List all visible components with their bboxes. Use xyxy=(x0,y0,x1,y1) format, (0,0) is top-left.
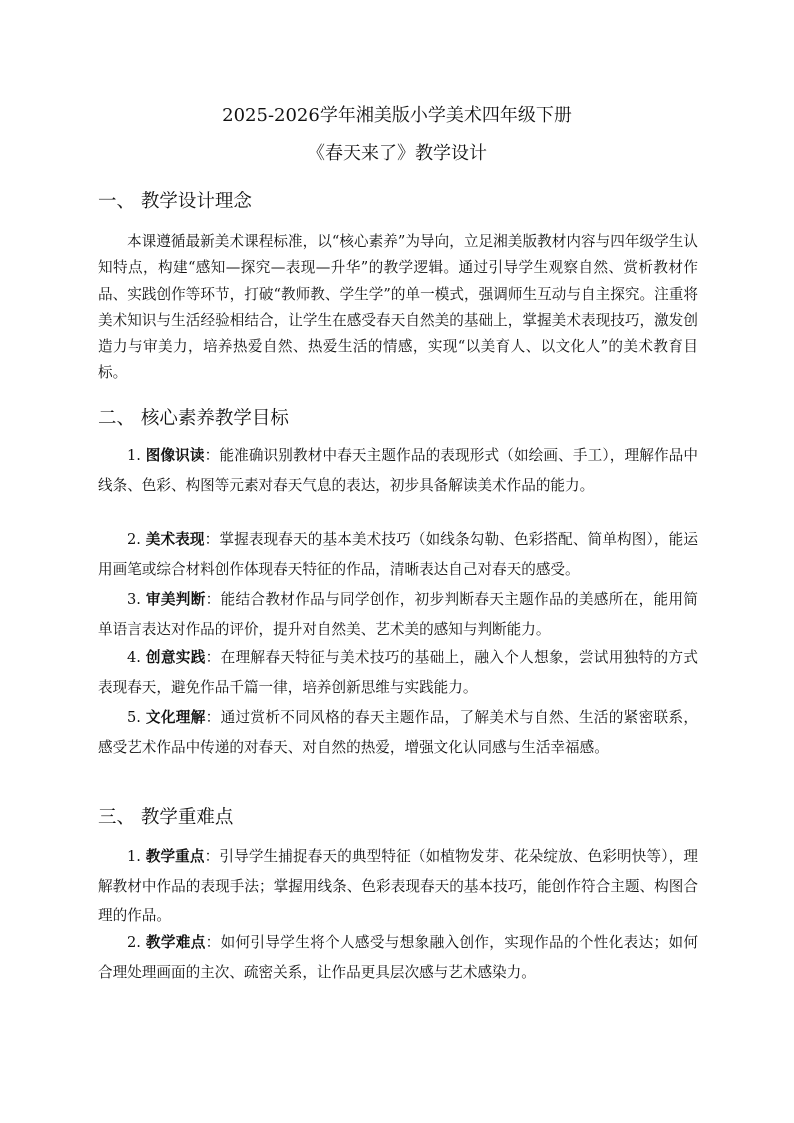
goal-item-label: 创意实践 xyxy=(145,649,206,666)
goal-item-label: 审美判断 xyxy=(145,591,206,608)
goal-item-creative-practice xyxy=(98,643,698,702)
goal-item-aesthetic-judgment xyxy=(98,585,698,644)
goal-item-number: 5. xyxy=(127,709,141,726)
goal-item-number: 1. xyxy=(127,447,141,464)
goal-item-label: 图像识读 xyxy=(145,447,205,464)
section-heading-design-philosophy: 一、 教学设计理念 xyxy=(98,191,252,212)
difficult-point-number: 2. xyxy=(127,934,141,951)
goal-item-text: ：在理解春天特征与美术技巧的基础上，融入个人想象，尝试用独特的方式表现春天，避免作品千篇一律，培养创新思维与实践能力。 xyxy=(98,649,698,696)
goal-item-number: 3. xyxy=(127,591,141,608)
teaching-key-point xyxy=(98,842,698,931)
difficult-point-label: 教学难点 xyxy=(145,934,206,951)
document-title-line-1: 2025-2026学年湘美版小学美术四年级下册 xyxy=(222,105,572,126)
goal-item-number: 4. xyxy=(127,649,141,666)
teaching-difficult-point xyxy=(98,928,698,987)
difficult-point-text: ：如何引导学生将个人感受与想象融入创作，实现作品的个性化表达；如何合理处理画面的主次、疏密关系，让作品更具层次感与艺术感染力。 xyxy=(98,934,698,981)
goal-item-art-expression xyxy=(98,525,698,584)
key-point-number: 1. xyxy=(127,848,141,865)
goal-item-label: 美术表现 xyxy=(145,531,205,548)
goal-item-text: ：能准确识别教材中春天主题作品的表现形式（如绘画、手工），理解作品中线条、色彩、构图等元素对春天气息的表达，初步具备解读美术作品的能力。 xyxy=(98,447,698,494)
document-title-line-2: 《春天来了》教学设计 xyxy=(307,143,487,164)
section-heading-core-literacy-goals: 二、 核心素养教学目标 xyxy=(98,408,289,429)
design-philosophy-paragraph: 本课遵循最新美术课程标准，以“核心素养”为导向，立足湘美版教材内容与四年级学生认知特点，构建“感知—探究—表现—升华”的教学逻辑。通过引导学生观察自然、赏析教材作品、实践创作等环节，打破“教师教、学生学”的单一模式，强调师生互动与自主探究。注重将美术知识与生活经验相结合，让学生在感受春天自然美的基础上，掌握美术表现技巧，激发创造力与审美力，培养热爱自然、热爱生活的情感，实现“以美育人、以文化人”的美术教育目标。 xyxy=(98,233,698,382)
goal-item-text: ：掌握表现春天的基本美术技巧（如线条勾勒、色彩搭配、简单构图），能运用画笔或综合材料创作体现春天特征的作品，清晰表达自己对春天的感受。 xyxy=(98,531,698,578)
goal-item-image-reading xyxy=(98,441,698,500)
goal-item-label: 文化理解 xyxy=(145,709,206,726)
goal-item-number: 2. xyxy=(127,531,141,548)
goal-item-text: ：通过赏析不同风格的春天主题作品，了解美术与自然、生活的紧密联系，感受艺术作品中传递的对春天、对自然的热爱，增强文化认同感与生活幸福感。 xyxy=(98,709,698,756)
goal-item-text: ：能结合教材作品与同学创作，初步判断春天主题作品的美感所在，能用简单语言表达对作品的评价，提升对自然美、艺术美的感知与判断能力。 xyxy=(98,591,698,638)
section-heading-key-difficult-points: 三、 教学重难点 xyxy=(98,807,234,828)
key-point-text: ：引导学生捕捉春天的典型特征（如植物发芽、花朵绽放、色彩明快等），理解教材中作品的表现手法；掌握用线条、色彩表现春天的基本技巧，能创作符合主题、构图合理的作品。 xyxy=(98,848,698,924)
goal-item-cultural-understanding xyxy=(98,703,698,762)
key-point-label: 教学重点 xyxy=(145,848,205,865)
